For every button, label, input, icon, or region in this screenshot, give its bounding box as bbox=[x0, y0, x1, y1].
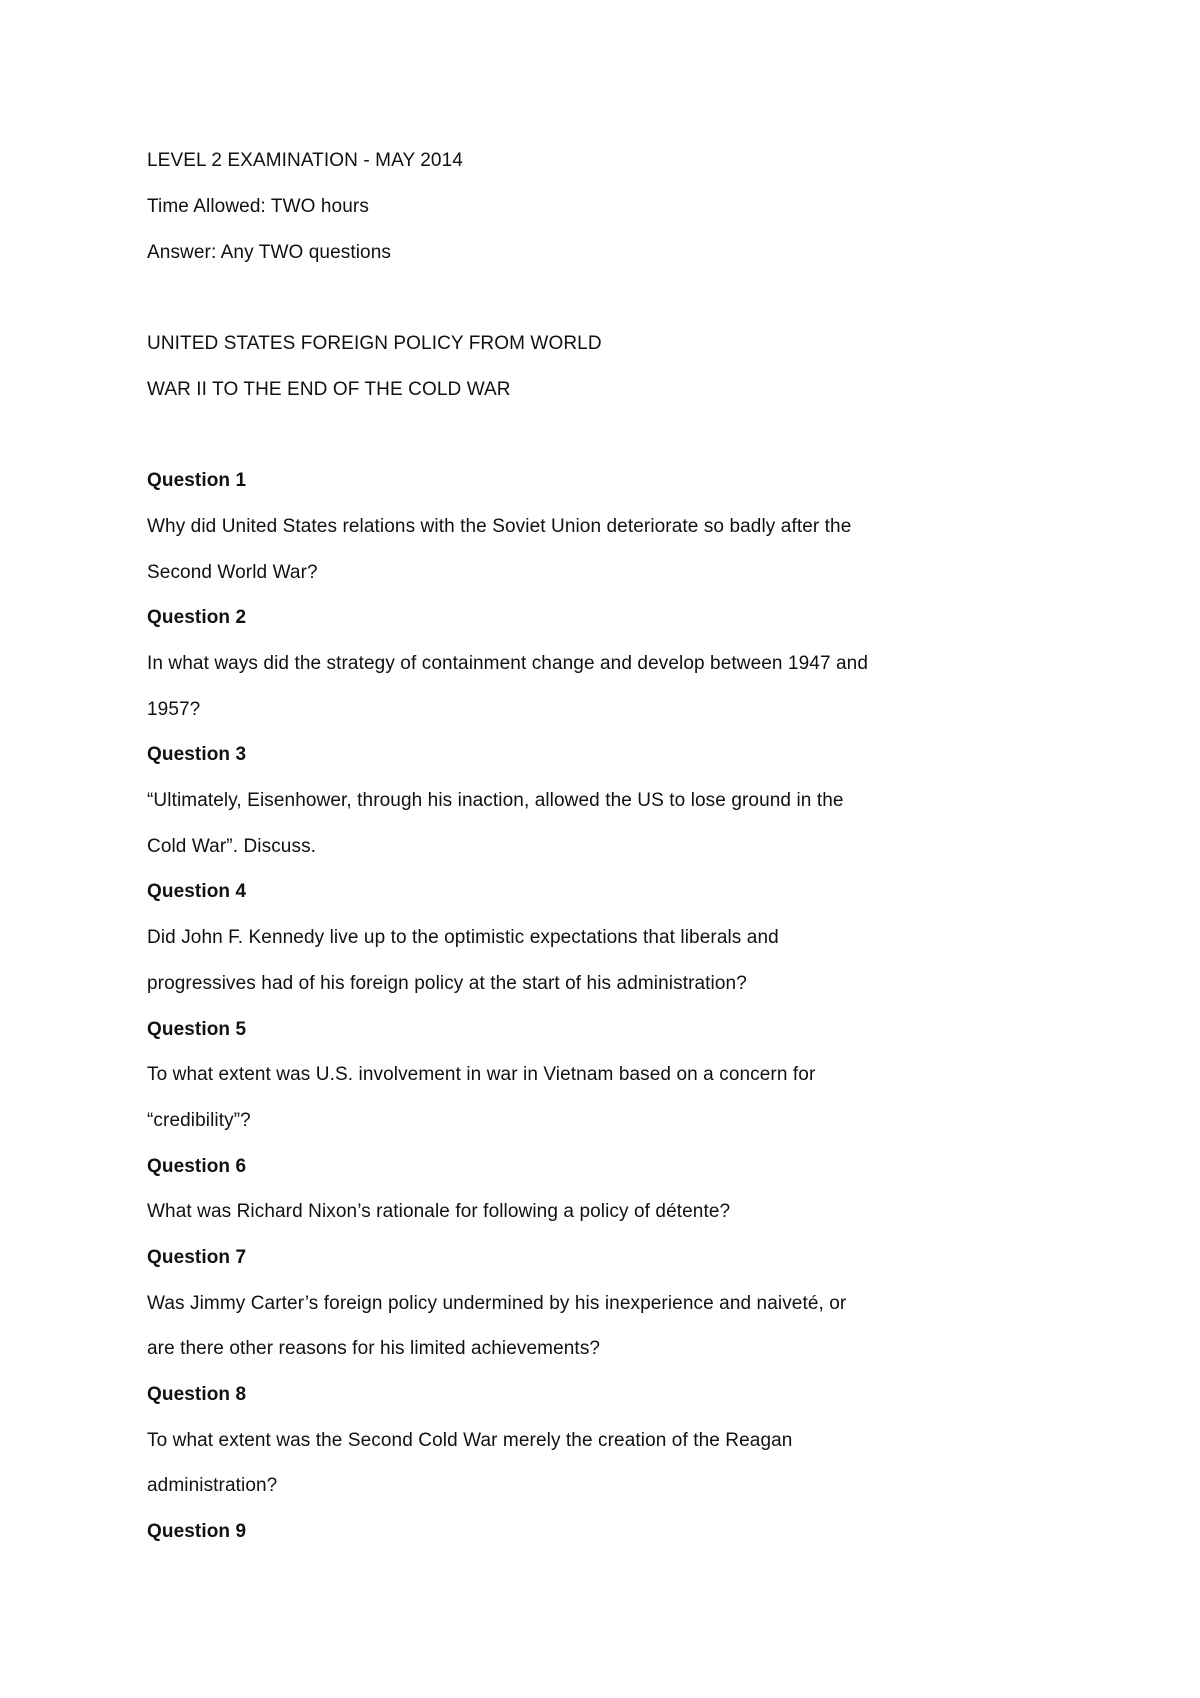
question-heading: Question 5 bbox=[147, 1019, 247, 1040]
question-heading: Question 6 bbox=[147, 1156, 247, 1177]
question-text-line: Second World War? bbox=[147, 562, 318, 583]
question-text-line: “Ultimately, Eisenhower, through his inaction, allowed the US to lose ground in the bbox=[147, 790, 844, 811]
question-heading: Question 2 bbox=[147, 607, 247, 628]
time-allowed: Time Allowed: TWO hours bbox=[147, 196, 369, 217]
question-text-line: are there other reasons for his limited achievements? bbox=[147, 1338, 601, 1359]
question-text-line: To what extent was the Second Cold War merely the creation of the Reagan bbox=[147, 1430, 793, 1451]
question-heading: Question 7 bbox=[147, 1247, 247, 1268]
question-text-line: progressives had of his foreign policy at the start of his administration? bbox=[147, 973, 747, 994]
course-title-line-2: WAR II TO THE END OF THE COLD WAR bbox=[147, 379, 511, 400]
question-text-line: 1957? bbox=[147, 699, 201, 720]
question-heading: Question 3 bbox=[147, 744, 247, 765]
question-text-line: What was Richard Nixon’s rationale for following a policy of détente? bbox=[147, 1201, 731, 1222]
question-text-line: Did John F. Kennedy live up to the optimistic expectations that liberals and bbox=[147, 927, 779, 948]
question-text-line: Cold War”. Discuss. bbox=[147, 836, 317, 857]
question-heading: Question 4 bbox=[147, 881, 247, 902]
question-heading: Question 8 bbox=[147, 1384, 247, 1405]
answer-instruction: Answer: Any TWO questions bbox=[147, 242, 391, 263]
question-heading: Question 1 bbox=[147, 470, 247, 491]
question-text-line: Why did United States relations with the Soviet Union deteriorate so badly after the bbox=[147, 516, 852, 537]
exam-title: LEVEL 2 EXAMINATION - MAY 2014 bbox=[147, 150, 463, 171]
question-text-line: To what extent was U.S. involvement in war in Vietnam based on a concern for bbox=[147, 1064, 816, 1085]
question-text-line: In what ways did the strategy of containment change and develop between 1947 and bbox=[147, 653, 868, 674]
course-title-line-1: UNITED STATES FOREIGN POLICY FROM WORLD bbox=[147, 333, 602, 354]
question-text-line: Was Jimmy Carter’s foreign policy undermined by his inexperience and naiveté, or bbox=[147, 1293, 847, 1314]
question-text-line: administration? bbox=[147, 1475, 278, 1496]
question-text-line: “credibility”? bbox=[147, 1110, 251, 1131]
question-heading: Question 9 bbox=[147, 1521, 247, 1542]
